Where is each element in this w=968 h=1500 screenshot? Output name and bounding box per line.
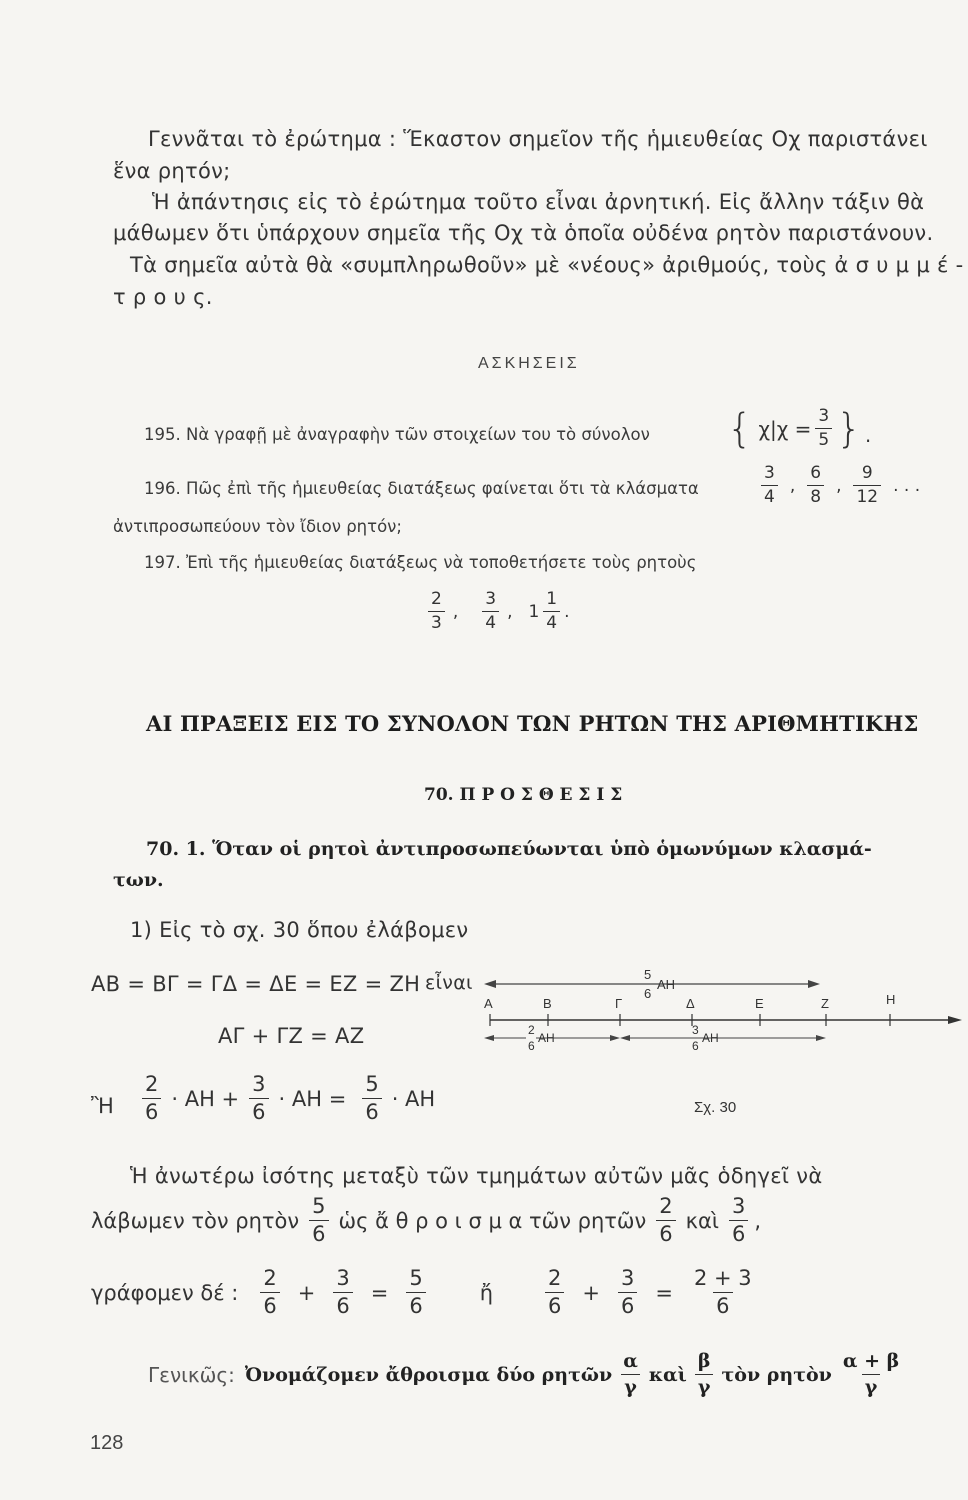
section-heading: ΑΙ ΠΡΑΞΕΙΣ ΕΙΣ ΤΟ ΣΥΝΟΛΟΝ ΤΩΝ ΡΗΤΩΝ ΤΗΣ ΑΡΙΘΜΗΤΙΚΗΣ bbox=[146, 711, 919, 736]
exercise-195-text: 195. Νὰ γραφῇ μὲ ἀναγραφὴν τῶν στοιχείων του τὸ σύνολον bbox=[144, 425, 650, 444]
fraction-alpha-gamma: $\frac{\alpha}{\gamma}$ bbox=[623, 1350, 638, 1398]
general-definition: Γενικῶς: Ὀνομάζομεν ἄθροισμα δύο ρητῶν $\frac{\alpha}{\gamma}$ καὶ $\frac{\beta}{\gamma}$ τὸν ρητὸν $\frac{\alpha + \beta}{\gamma}$ bbox=[148, 1352, 906, 1397]
top-label-den: 6 bbox=[644, 986, 652, 1001]
fraction-9-12: $\frac{9}{12}$ bbox=[853, 465, 881, 506]
half-line-arrow-icon bbox=[948, 1016, 962, 1024]
fraction-w3: $\frac{5}{6}$ bbox=[406, 1268, 425, 1317]
fraction-1-4: $\frac{1}{4}$ bbox=[543, 591, 560, 632]
reasoning-line-2: λάβωμεν τὸν ρητὸν $\frac{5}{6}$ ὡς ἄ θ ρ ο ι σ μ α τῶν ρητῶν $\frac{2}{6}$ καὶ $\frac{3}{6}$ , bbox=[91, 1194, 761, 1246]
arrow-left-icon bbox=[620, 1035, 630, 1041]
fraction-w2: $\frac{3}{6}$ bbox=[333, 1268, 352, 1317]
top-label-num: 5 bbox=[644, 967, 652, 982]
arrow-right-icon bbox=[610, 1035, 620, 1041]
intro-line-6: τ ρ ο υ ς. bbox=[113, 285, 213, 309]
exercise-196-fractions: $\frac{3}{4}$ , $\frac{6}{8}$ , $\frac{9}{12}$ . . . bbox=[757, 465, 920, 506]
intro-line-2: ἕνα ρητόν; bbox=[113, 159, 231, 183]
case-1-intro: 1) Εἰς τὸ σχ. 30 ὅπου ἐλάβομεν bbox=[130, 918, 469, 942]
fraction-3-6: $\frac{3}{6}$ bbox=[249, 1074, 268, 1123]
reasoning-formula: γράφομεν δέ : $\frac{2}{6}$ + $\frac{3}{6}$ = $\frac{5}{6}$ ἤ $\frac{2}{6}$ + $\frac{3}{6}$ = $\frac{2 + 3}{6}$ bbox=[91, 1268, 759, 1317]
exercise-195-set bbox=[727, 405, 875, 452]
reasoning-line-1: Ἡ ἀνωτέρω ἰσότης μεταξὺ τῶν τμημάτων αὐτῶν μᾶς ὁδηγεῖ νὰ bbox=[130, 1164, 823, 1188]
arrow-right-icon bbox=[808, 980, 820, 988]
arrow-left-icon bbox=[484, 980, 496, 988]
set-open-brace: { bbox=[727, 405, 753, 452]
exercise-196-text: 196. Πῶς ἐπὶ τῆς ἡμιευθείας διατάξεως φαίνεται ὅτι τὰ κλάσματα bbox=[144, 479, 699, 498]
exercise-196-line-2: ἀντιπροσωπεύουν τὸν ἴδιον ρητόν; bbox=[113, 517, 402, 536]
right-label-den: 6 bbox=[692, 1039, 699, 1053]
arrow-left-icon bbox=[484, 1035, 494, 1041]
fraction-beta-gamma: $\frac{\beta}{\gamma}$ bbox=[695, 1352, 714, 1397]
set-fraction: $\frac{3}{5}$ bbox=[815, 408, 832, 449]
left-label-num: 2 bbox=[528, 1023, 535, 1037]
fraction-2-6b: $\frac{2}{6}$ bbox=[656, 1196, 675, 1245]
arrow-right-icon bbox=[816, 1035, 826, 1041]
segment-eq-tail: εἶναι bbox=[425, 972, 473, 994]
top-label-tail: ΑΗ bbox=[657, 977, 676, 992]
fraction-5-6b: $\frac{5}{6}$ bbox=[309, 1196, 328, 1245]
equation-3: $\frac{2}{6}$ · ΑΗ + $\frac{3}{6}$ · ΑΗ = $\frac{5}{6}$ · ΑΗ bbox=[138, 1074, 435, 1123]
point-B: Β bbox=[543, 996, 552, 1011]
exercise-197-fractions: $\frac{2}{3}$ , $\frac{3}{4}$ , 1 $\frac{1}{4}$ . bbox=[424, 591, 570, 632]
point-H: Η bbox=[886, 992, 896, 1007]
fraction-w6: $\frac{2 + 3}{6}$ bbox=[694, 1266, 752, 1318]
left-label-tail: ΑΗ bbox=[538, 1031, 555, 1045]
figure-caption: Σχ. 30 bbox=[694, 1099, 737, 1116]
segment-equalities: ΑΒ = ΒΓ = ΓΔ = ΔΕ = ΕΖ = ΖΗ bbox=[91, 972, 421, 996]
fraction-2-6: $\frac{2}{6}$ bbox=[142, 1074, 161, 1123]
fraction-2-3: $\frac{2}{3}$ bbox=[428, 591, 445, 632]
or-label: Ἢ bbox=[91, 1094, 115, 1118]
fraction-5-6: $\frac{5}{6}$ bbox=[362, 1074, 381, 1123]
ellipsis: . . . bbox=[893, 475, 921, 496]
subsection-701-line-2: των. bbox=[113, 869, 164, 891]
segment-sum: ΑΓ + ΓΖ = ΑΖ bbox=[218, 1024, 365, 1048]
mixed-whole: 1 bbox=[528, 601, 540, 622]
point-A: Α bbox=[484, 996, 493, 1011]
exercises-title: ΑΣΚΗΣΕΙΣ bbox=[478, 355, 580, 372]
fraction-sum: $\frac{\alpha + \beta}{\gamma}$ bbox=[842, 1350, 900, 1398]
fraction-3-4: $\frac{3}{4}$ bbox=[761, 465, 778, 506]
intro-line-3: Ἡ ἀπάντησις εἰς τὸ ἐρώτημα τοῦτο εἶναι ἀρνητική. Εἰς ἄλλην τάξιν θὰ bbox=[152, 190, 925, 214]
fraction-3-4b: $\frac{3}{4}$ bbox=[482, 591, 499, 632]
intro-line-4: μάθωμεν ὅτι ὑπάρχουν σημεῖα τῆς Οχ τὰ ὁποῖα οὐδένα ρητὸν παριστάνουν. bbox=[113, 221, 934, 245]
point-Z: Ζ bbox=[821, 996, 829, 1011]
point-G: Γ bbox=[615, 996, 623, 1011]
subsection-heading: 70. Π Ρ Ο Σ Θ Ε Σ Ι Σ bbox=[424, 785, 623, 805]
intro-line-5: Τὰ σημεῖα αὐτὰ θὰ «συμπληρωθοῦν» μὲ «νέους» ἀριθμούς, τοὺς ἀ σ υ μ μ έ - bbox=[130, 253, 964, 277]
fraction-w1: $\frac{2}{6}$ bbox=[260, 1268, 279, 1317]
point-D: Δ bbox=[686, 996, 695, 1011]
figure-30 bbox=[470, 962, 968, 1082]
subsection-701-line-1: 70. 1. Ὅταν οἱ ρητοὶ ἀντιπροσωπεύωνται ὑπὸ ὁμωνύμων κλασμά- bbox=[146, 838, 872, 860]
fraction-w4: $\frac{2}{6}$ bbox=[545, 1268, 564, 1317]
left-label-den: 6 bbox=[528, 1039, 535, 1053]
page-number: 128 bbox=[90, 1432, 124, 1454]
set-close-brace: }. bbox=[836, 405, 875, 452]
fraction-w5: $\frac{3}{6}$ bbox=[618, 1268, 637, 1317]
point-E: Ε bbox=[755, 996, 764, 1011]
right-label-num: 3 bbox=[692, 1023, 699, 1037]
set-condition: χ|χ = bbox=[758, 416, 812, 441]
intro-line-1: Γεννᾶται τὸ ἐρώτημα : Ἕκαστον σημεῖον τῆς ἡμιευθείας Οχ παριστάνει bbox=[148, 127, 928, 151]
or-word: ἤ bbox=[479, 1280, 494, 1305]
exercise-197-text: 197. Ἐπὶ τῆς ἡμιευθείας διατάξεως νὰ τοποθετήσετε τοὺς ρητοὺς bbox=[144, 553, 697, 572]
fraction-3-6b: $\frac{3}{6}$ bbox=[729, 1196, 748, 1245]
right-label-tail: ΑΗ bbox=[702, 1031, 719, 1045]
fraction-6-8: $\frac{6}{8}$ bbox=[807, 465, 824, 506]
